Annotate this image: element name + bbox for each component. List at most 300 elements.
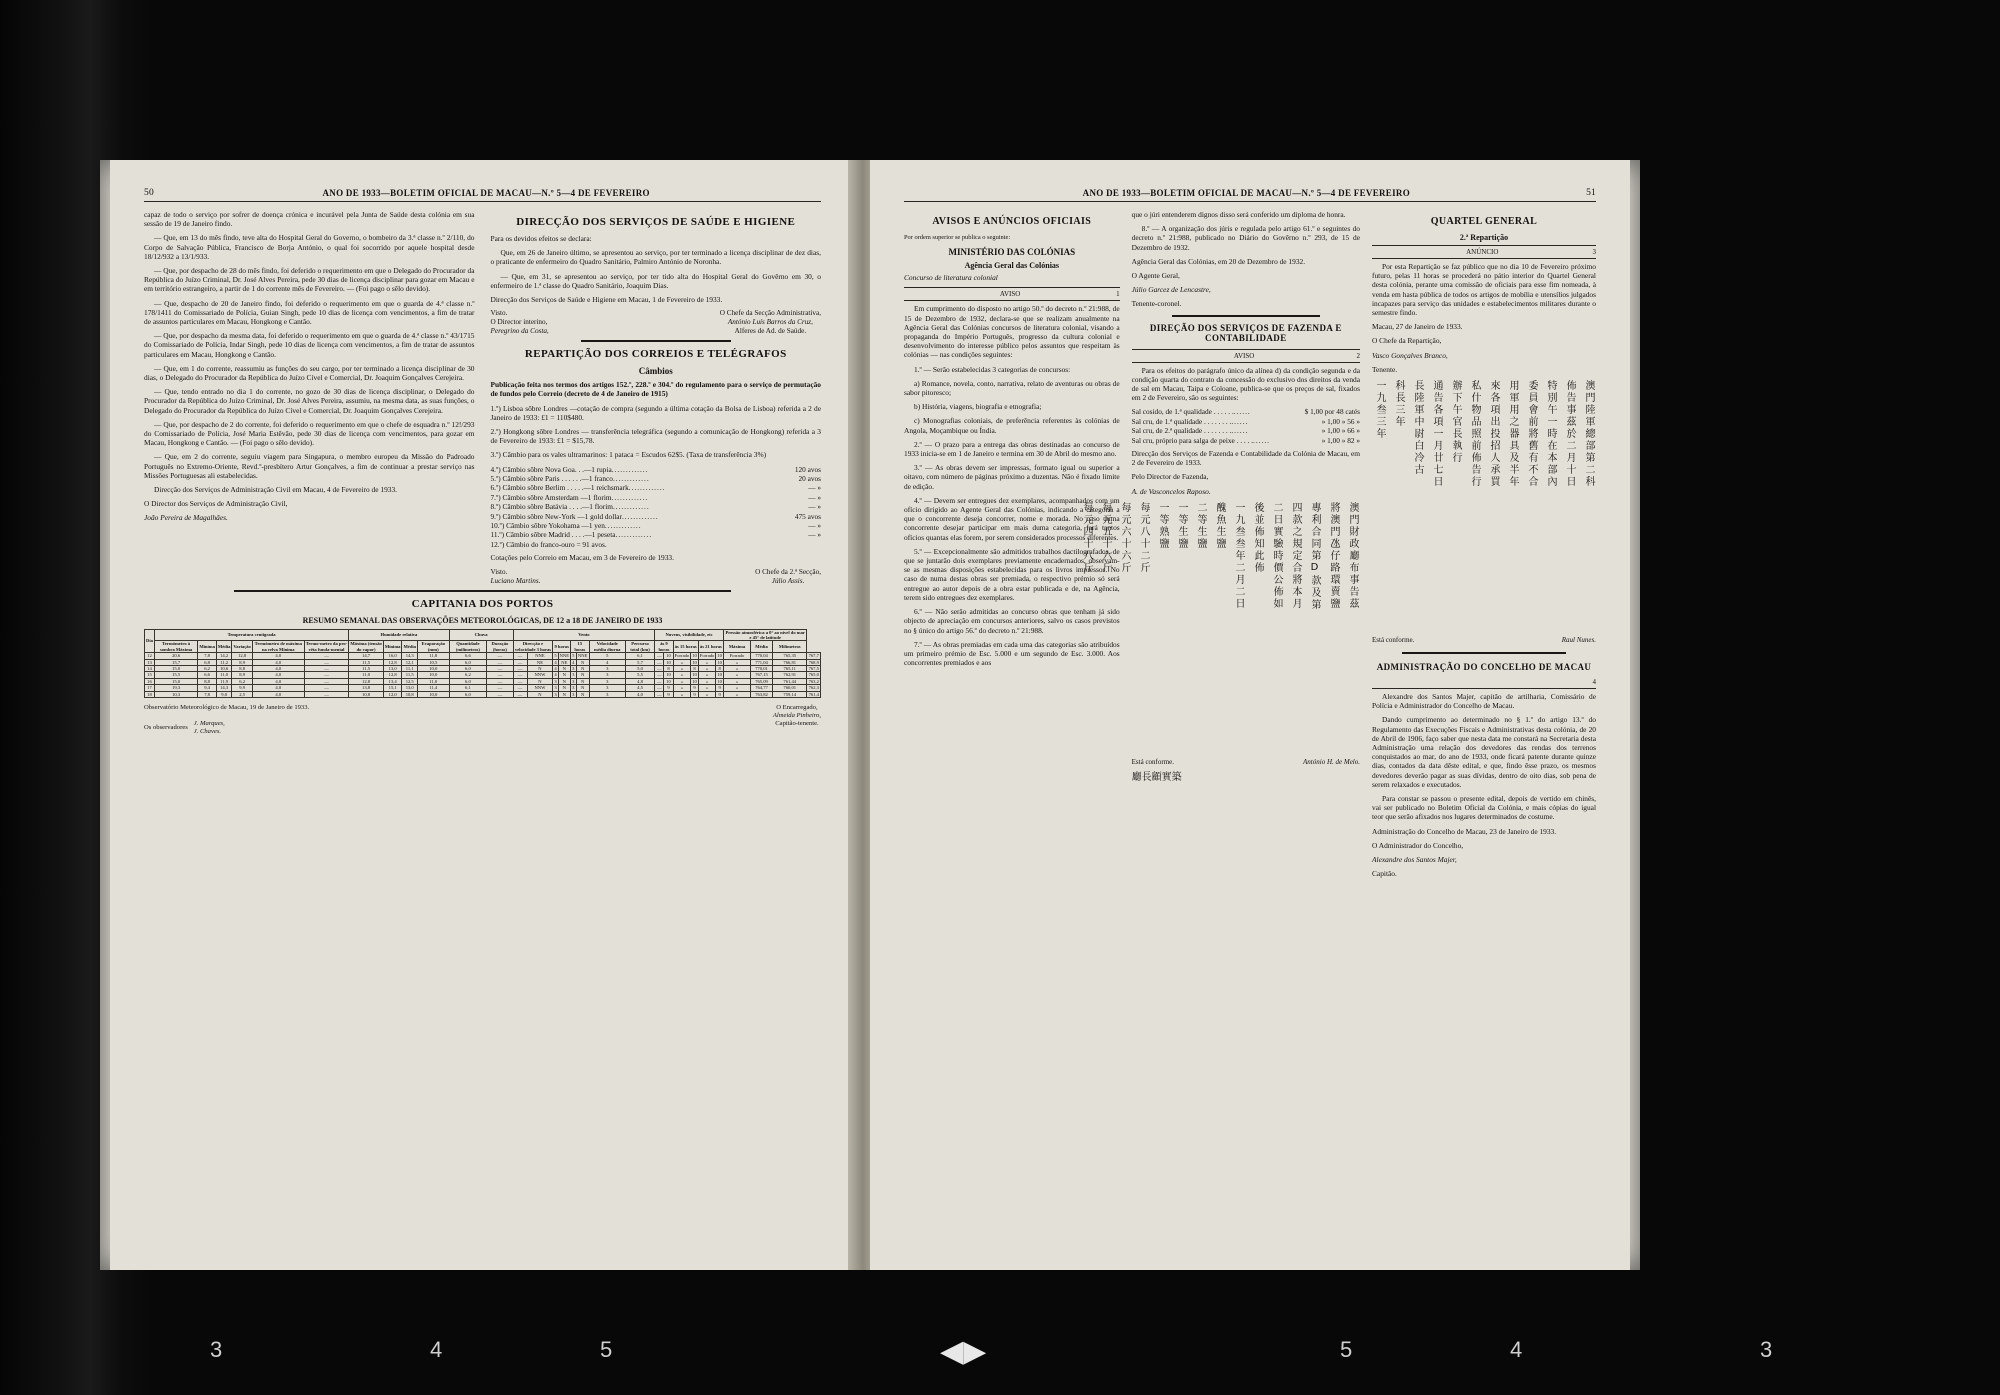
- table-cell: 15,0: [154, 678, 197, 684]
- table-cell: 17: [145, 685, 155, 691]
- price-label: Sal cosido, de 1.ª qualidade . . . . . .: [1131, 407, 1234, 417]
- th-col: Máxima: [723, 641, 750, 653]
- place-date: Administração do Concelho de Macau, 23 de Janeiro de 1933.: [1372, 826, 1557, 836]
- table-cell: 760,01: [772, 685, 807, 691]
- section-sub-cambios: Câmbios: [638, 366, 673, 377]
- price-label: Sal cru, de 1.ª qualidade . . . . . . . .: [1131, 416, 1232, 426]
- table-cell: 766,81: [772, 659, 807, 665]
- paragraph: Para constar se passou o presente edital, depois de vertido em chinês, vai ser publicado no Boletim Oficial da Colónia, e mais cópias do igual teor que serão afixados nos lugares determinados de costume.: [1372, 794, 1596, 822]
- table-cell: »: [673, 685, 691, 691]
- section-note: Por ordem superior se publica o seguinte:: [904, 234, 1011, 241]
- paragraph: 2.º — O prazo para a entrega das obras destinadas ao concurso de 1933 inicia-se em 1 de Janeiro e termina em 30 de Abril do mesmo ano.: [904, 439, 1120, 459]
- table-cell: 10: [692, 678, 697, 684]
- table-cell: 767,5: [808, 665, 819, 671]
- th-dia: Dia: [145, 629, 155, 653]
- chinese-column: 通告各項一月廿七日: [1431, 380, 1442, 489]
- table-cell: 20,6: [154, 653, 197, 659]
- divider: [581, 340, 732, 342]
- paragraph: 5.º — Excepcionalmente são admitidos trabalhos dactilografados, de que se juntarão dois exemplares previamente encadernados, observam-se as mesmas disposições estabelecidas para os livros impressos. No caso de numa destas obras ser premiada, o respectivo prémio só será entregue ao autor depois de a obra estar publicada e de, na Agência, terem sido entregues dez exemplares.: [904, 546, 1120, 602]
- table-cell: —: [487, 678, 513, 684]
- table-cell: 10,6: [216, 665, 232, 671]
- th-group-temp: Temperatura centígrada: [154, 629, 348, 641]
- divider: [1402, 652, 1566, 654]
- chinese-column: 私什物品照前佈告行: [1469, 380, 1480, 489]
- rate-value: 20 avos: [798, 474, 821, 484]
- exchange-item: 3.º) Câmbio para os vales ultramarinos: 1 pataca = Escudos 62$5. (Taxa de transferência 3%): [490, 450, 767, 460]
- rate-row: [491, 474, 822, 483]
- chinese-column: 用軍用之器具及半年: [1507, 380, 1518, 489]
- table-cell: —: [513, 659, 527, 665]
- chinese-column: 將澳門氹仔路環賣鹽: [1328, 501, 1339, 610]
- table-cell: 761,44: [772, 678, 807, 684]
- table-cell: 762,91: [772, 672, 807, 678]
- th-col: Mínima: [383, 641, 402, 653]
- rate-label: 9.º) Câmbio sôbre New-York —1 gold dollar: [490, 511, 622, 521]
- table-cell: 4: [572, 659, 575, 665]
- table-cell: —: [655, 685, 664, 691]
- table-cell: 6,6: [198, 672, 217, 678]
- table-cell: 4,0: [252, 691, 304, 697]
- chinese-column: 一等熟鹽: [1157, 501, 1168, 550]
- table-cell: 8,9: [232, 672, 252, 678]
- th-col: Mínima: [198, 641, 217, 653]
- th-col: Quantidade (milímetros): [449, 641, 487, 653]
- chinese-column: 科長三年: [1393, 380, 1404, 429]
- chinese-column: 委員會前將舊有不合: [1526, 380, 1537, 489]
- section-sub-repartição: 2.ª Repartição: [1459, 233, 1509, 242]
- table-cell: —: [655, 665, 664, 671]
- th-group-pressao: Pressão atmosférica a 0° ao nível do mar e 45° de latitude: [723, 629, 807, 641]
- th-col: Termo-metro da pro-vêta funda-mental: [305, 641, 348, 652]
- table-cell: 7,8: [198, 691, 217, 697]
- table-cell: 18: [145, 691, 155, 697]
- table-cell: 4,0: [252, 672, 304, 678]
- table-cell: 14: [145, 665, 155, 671]
- rate-label: 11.º) Câmbio sôbre Madrid . . . .—1 peseta: [490, 530, 616, 540]
- table-cell: N: [558, 685, 570, 691]
- chinese-column: 一等生鹽: [1176, 501, 1187, 550]
- table-cell: 12,1: [402, 659, 418, 665]
- table-cell: 10: [664, 678, 673, 684]
- right-col-2: [1081, 210, 1360, 883]
- table-cell: 3: [572, 672, 575, 678]
- table-cell: 7,8: [198, 653, 217, 659]
- price-value: » 1,00 » 66 »: [1321, 426, 1360, 436]
- table-cell: 14,7: [349, 653, 384, 659]
- table-cell: 4,5: [625, 685, 654, 691]
- table-cell: —: [304, 685, 349, 691]
- table-cell: NE: [527, 659, 553, 665]
- table-cell: »: [723, 672, 750, 678]
- left-col-1: [144, 210, 475, 586]
- table-cell: NNE: [559, 653, 570, 659]
- contest-title: Concurso de literatura colonial: [904, 273, 998, 283]
- chinese-column: 每元五十六斤: [1100, 501, 1111, 574]
- table-cell: 8: [664, 665, 673, 671]
- table-cell: 8,8: [232, 665, 252, 671]
- table-cell: 6,0: [449, 691, 487, 697]
- rate-value: — »: [808, 530, 821, 540]
- table-cell: 4,0: [252, 659, 304, 665]
- table-cell: 11,0: [417, 678, 449, 684]
- exchange-item: 1.º) Lisboa sôbre Londres —cotação de compra (segundo a última cotação da Bolsa de Lisboa) referida a 2 de Janeiro de 1933: £1 = 110$480.: [490, 403, 821, 422]
- rate-label: 5.º) Câmbio sôbre Paris . . . . . .—1 franco: [490, 474, 613, 484]
- table-cell: »: [698, 691, 716, 697]
- section-sub-resumo: RESUMO SEMANAL DAS OBSERVAÇÕES METEOROLÓGICAS, DE 12 a 18 DE JANEIRO DE 1933: [302, 615, 663, 625]
- table-cell: —: [304, 659, 349, 665]
- table-cell: 11,5: [349, 665, 384, 671]
- table-cell: 10,0: [417, 691, 449, 697]
- paragraph: 6.º — Não serão admitidas ao concurso obras que tenham já sido objecto de apreciação em concursos anteriores, salvo os casos previstos no § único do artigo 56.º do decreto n.º 21:988.: [904, 607, 1120, 635]
- table-cell: 6,6: [449, 653, 487, 659]
- paragraph: — Que, em 1 do corrente, reassumiu as funções do seu cargo, por ter terminado a licença disciplinar de 30 dias, o Delegado do Procurador da República do Juízo Cível e Comercial, Dr. Joaquim Gonçalves Cerejeira.: [144, 363, 475, 383]
- table-cell: 9: [716, 685, 724, 691]
- place-date: Direcção dos Serviços de Saúde e Higiene em Macau, 1 de Fevereiro de 1933.: [490, 295, 723, 305]
- table-cell: N: [558, 665, 570, 671]
- th-group-humid: Humidade relativa: [349, 629, 449, 641]
- leader-dots: ......: [1231, 426, 1249, 436]
- table-cell: 11,9: [216, 678, 232, 684]
- table-cell: —: [487, 672, 513, 678]
- table-cell: —: [655, 659, 664, 665]
- paragraph: b) História, viagens, biografia e etnografia;: [914, 402, 1042, 412]
- table-cell: 10,5: [417, 659, 449, 665]
- table-cell: 771,04: [751, 659, 773, 665]
- price-value: » 1,00 » 56 »: [1321, 416, 1360, 426]
- chefe-rank: Alferes de Ad. de Saúde.: [734, 327, 807, 336]
- table-cell: 4: [554, 665, 557, 671]
- rate-row: [491, 465, 822, 474]
- aviso-number: 1: [1116, 290, 1120, 299]
- leader-dots: .............: [621, 511, 659, 521]
- table-cell: 3: [589, 691, 625, 697]
- left-page-header: [144, 188, 821, 202]
- left-header-title: ANO DE 1933—BOLETIM OFICIAL DE MACAU—N.º 5—4 DE FEVEREIRO: [322, 188, 650, 198]
- paragraph: — Que, tendo entrado no dia 1 do corrente, no gozo de 30 dias de licença disciplinar, o Delegado do Procurador da República do Juízo Criminal, Dr. José Alves Pereira, assumiu, na mesma data, as suas funções, o Delegado do Procurador da República do Juízo Cível e Comercial, Dr. Joaquim Gonçalves Cerejeira.: [144, 387, 475, 415]
- chinese-notice-quartel: [1372, 380, 1596, 630]
- chinese-column: 澳門財政廳布事告茲: [1347, 501, 1358, 610]
- chinese-column: 二日實驗時價公佈如: [1271, 501, 1282, 610]
- film-mark: 3: [210, 1337, 223, 1362]
- table-cell: 8: [691, 665, 699, 671]
- table-cell: 764,77: [751, 685, 773, 691]
- table-cell: 11,5: [402, 672, 418, 678]
- th-col: Evaporação (mm): [417, 641, 449, 653]
- signature-rank: Tenente-coronel.: [1131, 299, 1182, 309]
- meteorological-table: [144, 629, 821, 698]
- chinese-column: 澳門陸軍總部第二科: [1583, 380, 1594, 489]
- paragraph: 8.º — A organização dos júris e regulada pelo artigo 61.º e seguintes do decreto n.º 21:988, publicado no Diário do Govêrno n.º 293, de 15 de Dezembro de 1932.: [1131, 224, 1360, 252]
- table-cell: 4,8: [625, 678, 654, 684]
- capitao-name: Almeida Pinheiro,: [772, 711, 821, 719]
- left-page: [110, 160, 855, 1270]
- table-cell: 15,5: [154, 672, 197, 678]
- signature-title: O Agente Geral,: [1131, 271, 1180, 281]
- film-edge-marks: [0, 1317, 2000, 1377]
- paragraph: — Que, em 2 do corrente, seguiu viagem para Singapura, o membro europeu da Missão do Padroado Português no Extremo-Oriente, Revd.º-presbítero Artur Gonçalves, a fim de continuar a prestar serviço nas Missões Portuguesas ali estabelecidas.: [144, 452, 475, 480]
- esta-conforme-label: Está conforme.: [1372, 636, 1415, 645]
- film-arrow-icon: ◀▶: [940, 1335, 987, 1368]
- table-cell: 767,15: [751, 672, 773, 678]
- table-cell: 5,5: [625, 672, 654, 678]
- paragraph: Alexandre dos Santos Majer, capitão de artilharia, Comissário de Polícia e Administrador do Concelho de Macau.: [1372, 692, 1596, 711]
- table-cell: »: [723, 678, 750, 684]
- signature-rank: Capitão.: [1372, 869, 1397, 879]
- section-title-fazenda: DIREÇÃO DOS SERVIÇOS DE FAZENDA E CONTABILIDADE: [1149, 322, 1342, 343]
- table-cell: N: [576, 665, 589, 671]
- table-cell: 19,3: [154, 685, 197, 691]
- table-cell: NNE: [577, 653, 588, 659]
- divider: [1172, 315, 1320, 317]
- th-col: às 21 horas: [698, 641, 723, 653]
- chinese-column: 特別午一時在本部內: [1545, 380, 1556, 489]
- film-mark: 5: [600, 1337, 613, 1362]
- paragraph: 4.º — Devem ser entregues dez exemplares, acompanhados com um ofício dirigido ao Agente Geral das Colónias, indicando a categoria a que o concorrente deseja concorrer, nome e morada. No caso duma concorrente desejar participar em mais duma categoria, fará tantos ofícios quantas elas forem, por serem considerados processos diferentes.: [904, 495, 1120, 542]
- rate-row: [491, 530, 822, 539]
- th-col: às 9 horas: [655, 641, 673, 653]
- chinese-column: 一九叁叁年二月二日: [1233, 501, 1244, 610]
- table-cell: 9: [664, 685, 673, 691]
- table-cell: N: [527, 678, 553, 684]
- paragraph: — Que, por despacho de 2 do corrente, foi deferido o requerimento em que o chefe de esquadra n.º 12!/293 do Comissariado de Polícia, José Maria Estêvão, pede 30 dias de licença com vencimentos, para gozar em Macau, Hongkong e Cantão. — (Foi pago o sêlo devido).: [144, 419, 475, 448]
- closing-line: Direcção dos Serviços de Fazenda e Contabilidade da Colónia de Macau, em 2 de Fevereiro de 1933.: [1131, 449, 1360, 468]
- divider: [234, 590, 731, 592]
- price-label: Sal cru, de 2.ª qualidade . . . . . . . .: [1131, 426, 1232, 436]
- table-cell: 10: [717, 672, 722, 678]
- rate-value: — »: [808, 483, 821, 493]
- table-cell: —: [655, 672, 664, 678]
- rate-value: — »: [808, 521, 821, 531]
- table-cell: N: [576, 672, 589, 678]
- table-cell: 6,2: [232, 678, 252, 684]
- table-cell: 13,0: [383, 665, 402, 671]
- chefe-title: O Chefe da 2.ª Secção,: [755, 567, 821, 576]
- table-cell: —: [304, 691, 349, 697]
- visto-label: Visto.: [490, 567, 508, 576]
- table-cell: 770,04: [751, 653, 773, 659]
- rate-label: 8.º) Câmbio sôbre Batávia . . . .—1 florim: [490, 502, 613, 512]
- left-page-number: 50: [144, 188, 154, 198]
- right-header-title: ANO DE 1933—BOLETIM OFICIAL DE MACAU—N.º 5—4 DE FEVEREIRO: [1082, 188, 1411, 198]
- rate-value: 475 avos: [794, 511, 821, 521]
- table-cell: »: [698, 665, 716, 671]
- table-cell: 4,0: [252, 665, 304, 671]
- table-cell: 9,0: [216, 691, 232, 697]
- table-cell: 11,2: [216, 659, 232, 665]
- table-cell: —: [513, 665, 527, 671]
- table-cell: 10: [692, 653, 697, 659]
- observers-label: Os observadores: [144, 723, 188, 731]
- table-cell: —: [655, 691, 664, 697]
- table-cell: 10: [664, 653, 673, 659]
- anuncio-number: 3: [1592, 248, 1596, 256]
- section-title-correios: REPARTIÇÃO DOS CORREIOS E TELÉGRAFOS: [524, 348, 787, 361]
- table-cell: »: [673, 672, 691, 678]
- table-cell: 9: [691, 691, 699, 697]
- section-note: Publicação feita nos termos dos artigos 152.º, 228.º e 304.º do regulamento para o serviço de permutação de fundos pelo Correio (decreto de 4 de Janeiro de 1915): [490, 380, 821, 399]
- leader-dots: .............: [611, 464, 649, 474]
- quote-note: Cotações pelo Correio em Macau, em 3 de Fevereiro de 1933.: [490, 553, 674, 563]
- table-cell: —: [655, 678, 664, 684]
- signature-name: João Pereira de Magalhães.: [144, 513, 228, 523]
- th-col: Máxima (tensão do vapor): [350, 641, 382, 652]
- table-cell: »: [673, 665, 691, 671]
- table-cell: 2,5: [232, 691, 252, 697]
- table-cell: —: [487, 691, 513, 697]
- table-cell: NNW: [527, 672, 553, 678]
- chefe-title: O Chefe da Secção Administrativa,: [719, 309, 821, 318]
- place-date: Agência Geral das Colónias, em 20 de Dezembro de 1932.: [1131, 256, 1306, 266]
- right-page-number: 51: [1586, 188, 1596, 198]
- table-cell: 12,5: [402, 678, 418, 684]
- table-cell: N: [576, 678, 589, 684]
- rate-label: 6.º) Câmbio sôbre Berlim . . . . .—1 reichsmark: [490, 483, 629, 493]
- aviso-number: 2: [1356, 351, 1360, 360]
- table-cell: 3: [554, 691, 557, 697]
- paragraph: — Que, em 31, se apresentou ao serviço, por ter tido alta do Hospital Geral do Govêrno em 30, o enfermeiro de 1.ª classe do Quadro Sanitário, Joaquim Dias.: [490, 271, 821, 290]
- table-cell: 14,3: [216, 685, 232, 691]
- right-col-3: [1372, 210, 1596, 883]
- table-cell: 10,3: [154, 691, 197, 697]
- chinese-column: 每元八十二斤: [1138, 501, 1149, 574]
- rate-row: [491, 493, 822, 502]
- table-cell: —: [304, 672, 349, 678]
- rate-value: — »: [808, 492, 821, 502]
- table-cell: Forrado: [699, 653, 715, 659]
- paragraph: — Que, despacho de 20 de Janeiro findo, foi deferido o requerimento em que o guarda de 4.ª classe n.º 178/1411 do Comissariado de Polícia, Guian Singh, pede 10 dias de licença com vencimentos, a fim de tratar de assuntos particulares em Macau, Hongkong e Cantão.: [144, 298, 475, 327]
- chefe-name: António Luís Barros da Cruz,: [727, 318, 813, 327]
- table-cell: 9,9: [232, 685, 252, 691]
- paragraph: a) Romance, novela, conto, narrativa, relato de aventuras ou obras de sabor pitoresco;: [904, 378, 1120, 398]
- chinese-column: 每元四十八斤: [1081, 501, 1092, 574]
- table-cell: 13: [145, 659, 155, 665]
- table-cell: N: [558, 678, 570, 684]
- table-cell: 9: [716, 691, 724, 697]
- th-col: Direcção e velocidade 3 horas: [514, 641, 552, 652]
- th-col: Velocidade média diurna: [589, 641, 625, 653]
- leader-dots: .............: [612, 502, 650, 512]
- film-mark: 4: [430, 1337, 443, 1362]
- table-cell: NE: [558, 659, 570, 665]
- table-cell: 6,0: [449, 659, 487, 665]
- capitao-title: O Encarregado,: [776, 703, 818, 711]
- exchange-item: 2.º) Hongkong sôbre Londres — transferência telegráfica (segundo a comunicação de Hongkong) referida a 3 de Fevereiro de 1933: £1 = $15,78.: [490, 427, 821, 446]
- th-col: Percurso total (km): [625, 641, 654, 653]
- table-cell: 4,0: [252, 685, 304, 691]
- paragraph: capaz de todo o serviço por sofrer de doença crónica e incurável pela Junta de Saúde desta colónia em sua sessão de 19 de Janeiro findo.: [144, 210, 475, 229]
- paragraph: 1.º — Serão estabelecidas 3 categorias de concursos:: [914, 364, 1071, 374]
- table-row: [145, 691, 821, 697]
- th-col: Milímetros: [772, 641, 807, 653]
- anuncio-number: 4: [1592, 678, 1596, 687]
- table-cell: 4: [554, 659, 557, 665]
- table-cell: 9: [664, 691, 673, 697]
- table-cell: —: [513, 678, 527, 684]
- th-col: Média: [402, 641, 418, 653]
- film-mark: 5: [1340, 1337, 1353, 1362]
- table-cell: 759,14: [772, 691, 807, 697]
- chinese-column: 專利合同第D款及第: [1309, 501, 1320, 611]
- table-cell: 16,0: [383, 653, 402, 659]
- rate-value: — »: [808, 502, 821, 512]
- visto-label: Visto.: [490, 309, 508, 318]
- chinese-column: 一九叁三年: [1374, 380, 1385, 441]
- table-cell: 12,8: [349, 678, 384, 684]
- table-cell: 5,0: [625, 665, 654, 671]
- th-col: 9 horas: [553, 641, 571, 653]
- table-cell: 13,8: [349, 685, 384, 691]
- table-cell: —: [487, 653, 513, 659]
- price-value: » 1,00 » 82 »: [1321, 435, 1360, 445]
- section-title-quartel: QUARTEL GENERAL: [1430, 216, 1538, 227]
- table-cell: »: [723, 659, 750, 665]
- conforme-name: Raul Nunes.: [1561, 636, 1596, 645]
- table-cell: 6,2: [198, 665, 217, 671]
- table-cell: 3: [589, 678, 625, 684]
- table-cell: NNW: [527, 685, 553, 691]
- chinese-column: 長陸軍中尉白冷古: [1412, 380, 1423, 477]
- table-cell: 9: [691, 685, 699, 691]
- price-row: [1132, 407, 1360, 416]
- th-col: às 15 horas: [673, 641, 698, 653]
- table-cell: 4,0: [252, 678, 304, 684]
- table-cell: N: [576, 691, 589, 697]
- table-cell: 3: [572, 678, 575, 684]
- table-cell: »: [698, 685, 716, 691]
- table-cell: 770,01: [751, 665, 773, 671]
- visto-name: Luciano Martins.: [490, 576, 541, 585]
- paragraph: 3.º — As obras devem ser impressas, formato igual ou superior a oitavo, com número de páginas próximo a duzentas. Não é fixado limite de edição.: [904, 463, 1120, 491]
- table-cell: —: [655, 653, 664, 659]
- table-cell: —: [513, 691, 527, 697]
- table-cell: —: [487, 685, 513, 691]
- table-cell: 763,2: [808, 678, 819, 684]
- table-cell: N: [558, 691, 570, 697]
- paragraph: — Que, por despacho de 28 do mês findo, foi deferido o requerimento em que o Delegado do Procurador da República do Juízo Criminal, Dr. José Alves Pereira, pede 30 dias de licença disciplinar para gozar em Macau e em território estrangeiro, a partir de 1 do corrente mês de Fevereiro. — (Foi pago o sêlo devido).: [144, 266, 475, 294]
- table-cell: 3: [589, 672, 625, 678]
- table-cell: 10: [692, 672, 697, 678]
- table-cell: 765,35: [772, 653, 807, 659]
- section-title-administracao: ADMINISTRAÇÃO DO CONCELHO DE MACAU: [1376, 662, 1592, 673]
- table-cell: 3: [572, 691, 575, 697]
- table-cell: —: [304, 678, 349, 684]
- table-cell: 12,8: [383, 672, 402, 678]
- rate-label: 10.º) Câmbio sôbre Yokohama —1 yen: [490, 521, 605, 531]
- table-cell: 11,4: [417, 685, 449, 691]
- right-page: [870, 160, 1630, 1270]
- table-cell: 13,4: [383, 678, 402, 684]
- price-row: [1132, 426, 1360, 435]
- rate-label: 7.º) Câmbio sôbre Amsterdam —1 florim: [490, 492, 612, 502]
- agency-title: Agência Geral das Colónias: [964, 261, 1060, 271]
- table-cell: 8,8: [198, 678, 217, 684]
- table-cell: Forrado: [723, 653, 750, 659]
- table-cell: N: [576, 659, 589, 665]
- table-cell: »: [673, 678, 691, 684]
- table-cell: 9,4: [198, 685, 217, 691]
- rate-label: 4.º) Câmbio sôbre Nova Goa. . .—1 rupia: [490, 464, 612, 474]
- table-cell: 6,0: [449, 665, 487, 671]
- table-cell: —: [513, 653, 527, 659]
- table-cell: 11,8: [417, 653, 449, 659]
- table-cell: 10,0: [417, 665, 449, 671]
- capitao-rank: Capitão-tenente.: [775, 719, 819, 727]
- signature-name: Alexandre dos Santos Majer,: [1372, 855, 1457, 865]
- table-cell: 762,3: [808, 685, 819, 691]
- chinese-column: 來各項出投招人承買: [1488, 380, 1499, 489]
- section-intro: Para os devidos efeitos se declara:: [490, 234, 592, 243]
- chinese-column: 二等生鹽: [1195, 501, 1206, 550]
